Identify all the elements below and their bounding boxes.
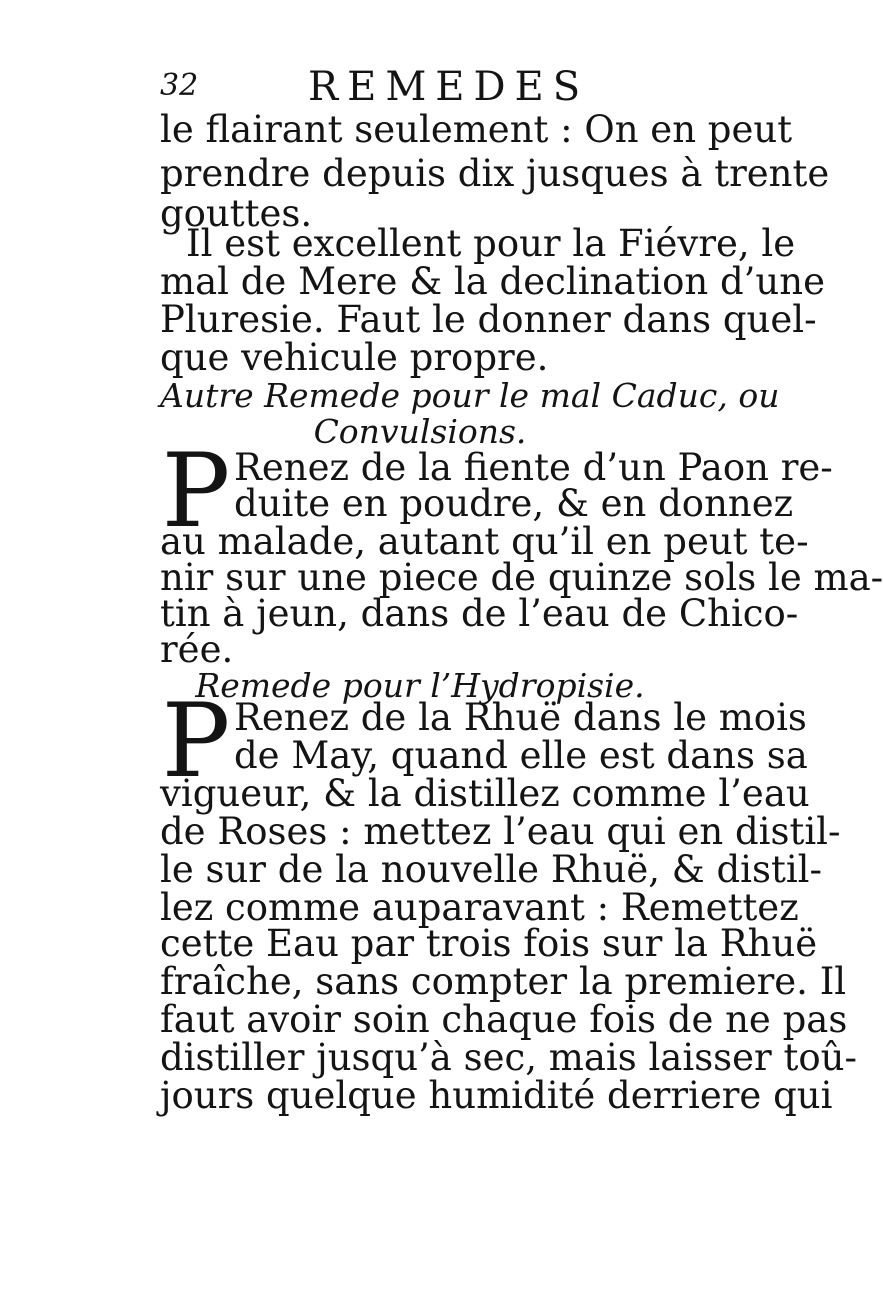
section-heading-continued: Convulsions. xyxy=(313,412,527,451)
section-heading: Autre Remede pour le mal Caduc, ou xyxy=(160,376,780,415)
text-line: le sur de la nouvelle Rhuë, & distil- xyxy=(160,848,822,891)
text-line: de Roses : mettez l’eau qui en distil- xyxy=(160,810,841,853)
text-line: le flairant seulement : On en peut xyxy=(160,108,793,151)
text-line: Renez de la fiente d’un Paon re- xyxy=(234,446,833,489)
text-line: Pluresie. Faut le donner dans quel- xyxy=(160,298,817,341)
page-header xyxy=(160,64,700,110)
text-line: jours quelque humidité derriere qui xyxy=(160,1074,833,1117)
text-line: Renez de la Rhuë dans le mois xyxy=(234,696,807,739)
text-line: vigueur, & la distillez comme l’eau xyxy=(160,772,810,815)
text-line: Il est excellent pour la Fiévre, le xyxy=(186,222,796,265)
text-line: tin à jeun, dans de l’eau de Chico- xyxy=(160,592,799,635)
text-line: duite en poudre, & en donnez xyxy=(234,482,794,525)
text-line: gouttes. xyxy=(160,192,313,235)
text-line: rée. xyxy=(160,628,234,671)
drop-cap-initial: P xyxy=(161,682,231,801)
text-line: de May, quand elle est dans sa xyxy=(234,734,808,777)
text-line: nir sur une piece de quinze sols le ma- xyxy=(160,556,883,599)
text-line: distiller jusqu’à sec, mais laisser toû- xyxy=(160,1036,857,1079)
text-line: au malade, autant qu’il en peut te- xyxy=(160,520,809,563)
page-number: 32 xyxy=(160,68,199,103)
text-line: que vehicule propre. xyxy=(160,336,549,379)
text-line: faut avoir soin chaque fois de ne pas xyxy=(160,998,848,1041)
text-line: fraîche, sans compter la premiere. Il xyxy=(160,960,847,1003)
drop-cap-initial: P xyxy=(161,432,231,551)
text-line: lez comme auparavant : Remettez xyxy=(160,886,799,929)
text-line: mal de Mere & la declination d’une xyxy=(160,260,825,303)
text-line: cette Eau par trois fois sur la Rhuë xyxy=(160,922,818,965)
section-heading: Remede pour l’Hydropisie. xyxy=(195,666,645,705)
running-title: REMEDES xyxy=(308,64,590,110)
text-line: prendre depuis dix jusques à trente xyxy=(160,152,830,195)
